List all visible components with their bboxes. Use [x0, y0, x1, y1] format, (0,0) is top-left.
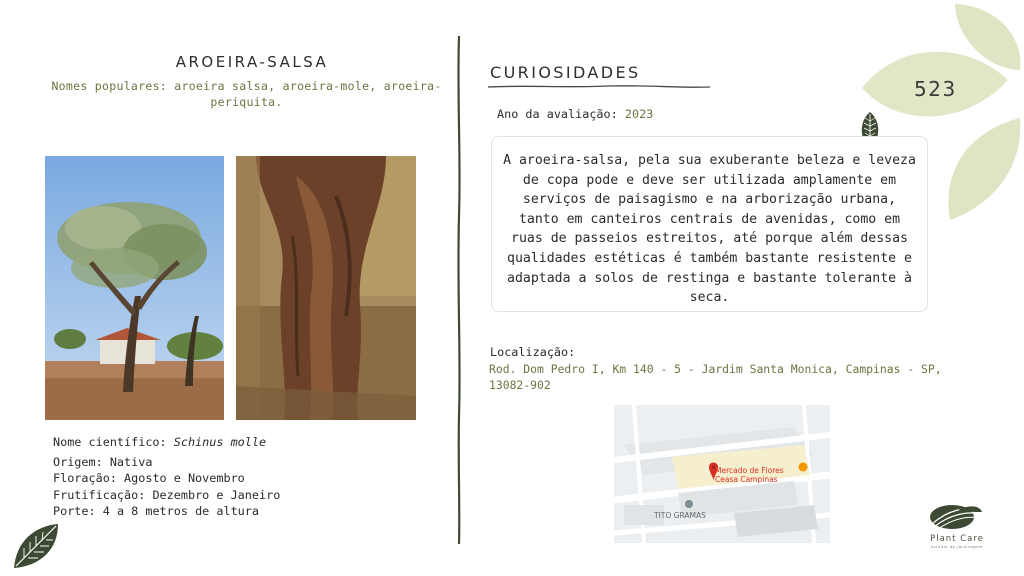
curiosities-title: CURIOSIDADES	[490, 63, 641, 82]
brand-name: Plant Care	[930, 534, 984, 544]
fact-size-value: 4 a 8 metros de altura	[102, 504, 259, 519]
evaluation-year-label: Ano da avaliação:	[497, 107, 618, 121]
fact-scientific-value: Schinus molle	[173, 435, 267, 449]
map-secondary-label: TITO GRAMAS	[654, 511, 706, 520]
location-map[interactable]	[614, 405, 830, 543]
map-place-line1: Mercado de Flores	[715, 466, 784, 475]
pale-leaf-bottom	[948, 118, 1020, 220]
dark-leaf-icon-bottom-left	[10, 522, 62, 570]
popular-names-value: aroeira salsa, aroeira-mole, aroeira-periquita.	[174, 79, 442, 109]
map-place-line2: Ceasa Campinas	[715, 474, 778, 484]
fact-flowering-value: Agosto e Novembro	[124, 471, 245, 486]
plant-facts	[53, 434, 280, 520]
fact-size	[53, 503, 280, 520]
fact-scientific-name	[53, 434, 280, 451]
evaluation-year-value: 2023	[624, 107, 654, 121]
popular-names	[44, 78, 449, 110]
fact-origin-label: Origem:	[53, 454, 103, 469]
fact-scientific-label: Nome científico:	[53, 435, 167, 449]
fact-fruiting	[53, 487, 280, 504]
curiosities-underline	[488, 84, 710, 90]
brand-tagline: estúdio de jardinagem	[931, 545, 983, 549]
curiosities-text: A aroeira-salsa, pela sua exuberante beleza e leveza de copa pode e deve ser utilizada amplamente em serviços de paisagismo e na arborização urbana, tanto em canteiros centrais de avenidas, como em ruas de passeios estreitos, até porque além dessas qualidades estéticas é também bastante resistente e adaptada a solos de restinga e bastante tolerante à seca.	[503, 153, 916, 306]
tree-number: 523	[914, 77, 957, 101]
map-place-label	[715, 467, 784, 484]
plant-name-title: AROEIRA-SALSA	[175, 53, 329, 71]
map-secondary-pin-icon[interactable]	[685, 500, 693, 508]
vertical-divider	[454, 36, 464, 544]
map-food-icon[interactable]	[799, 463, 808, 472]
fact-size-label: Porte:	[53, 504, 96, 519]
location-label: Localização:	[490, 345, 576, 359]
fact-fruiting-label: Frutificação:	[53, 487, 146, 502]
popular-names-label: Nomes populares:	[51, 79, 168, 93]
fact-fruiting-value: Dezembro e Janeiro	[152, 487, 281, 502]
curiosities-text-box	[491, 136, 928, 312]
fact-origin	[53, 454, 280, 471]
evaluation-year	[497, 107, 653, 121]
location-address: Rod. Dom Pedro I, Km 140 - 5 - Jardim Santa Monica, Campinas - SP, 13082-902	[489, 362, 942, 392]
tree-photo	[45, 156, 224, 420]
fact-origin-value: Nativa	[109, 454, 153, 469]
fact-flowering-label: Floração:	[53, 471, 117, 486]
trunk-photo	[236, 156, 416, 420]
fact-flowering	[53, 470, 280, 487]
